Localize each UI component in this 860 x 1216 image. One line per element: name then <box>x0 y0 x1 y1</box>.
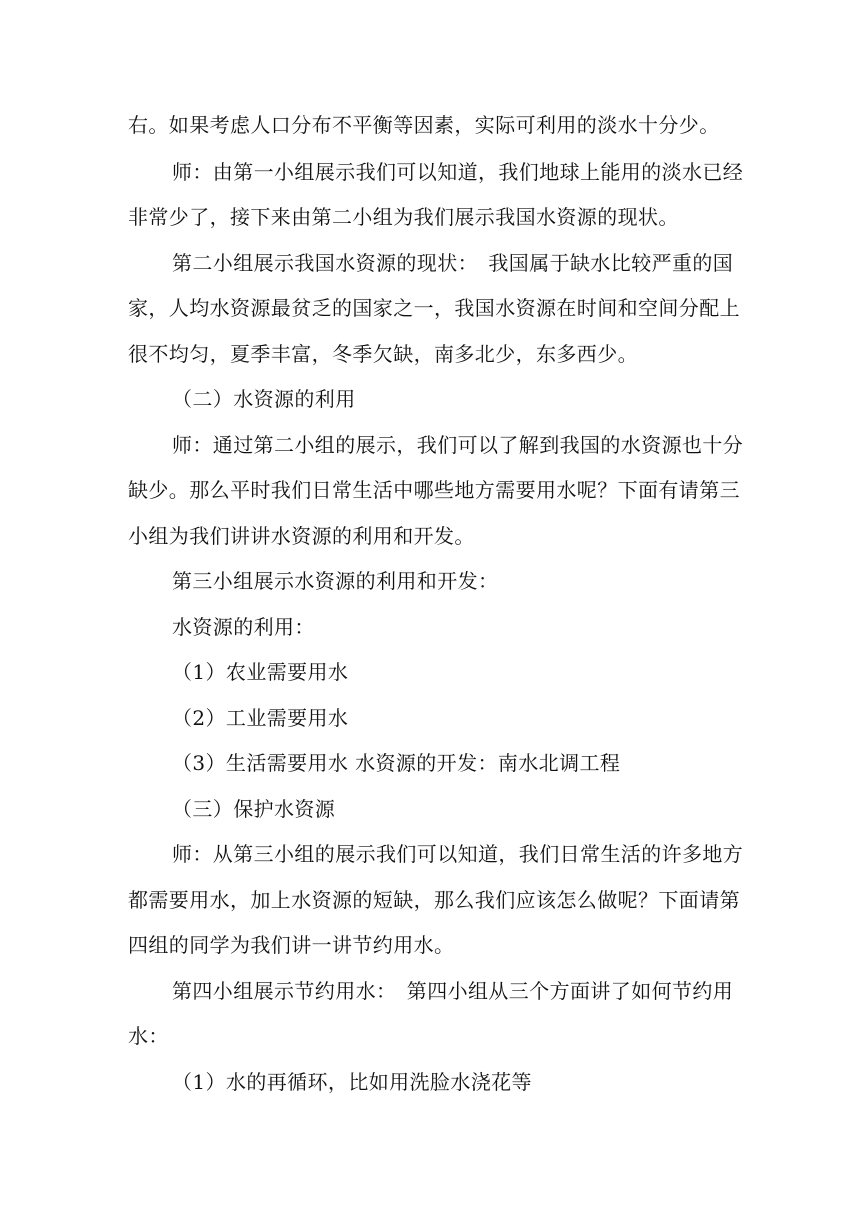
text-line: 水资源的利用： <box>172 615 315 639</box>
text-line: 右。如果考虑人口分布不平衡等因素，实际可利用的淡水十分少。 <box>128 113 720 137</box>
text-line: 很不均匀，夏季丰富，冬季欠缺，南多北少，东多西少。 <box>128 342 638 366</box>
list-item: （1）农业需要用水 <box>172 660 349 684</box>
section-heading: （三）保护水资源 <box>172 797 336 821</box>
section-heading: （二）水资源的利用 <box>172 387 356 411</box>
text-line: 第二小组展示我国水资源的现状： 我国属于缺水比较严重的国 <box>172 251 734 275</box>
text-line: 缺少。那么平时我们日常生活中哪些地方需要用水呢？下面有请第三 <box>128 478 740 502</box>
text-line: 小组为我们讲讲水资源的利用和开发。 <box>128 524 475 548</box>
text-line: 师：通过第二小组的展示，我们可以了解到我国的水资源也十分 <box>172 433 744 457</box>
text-line: 四组的同学为我们讲一讲节约用水。 <box>128 933 455 957</box>
text-line: 师：由第一小组展示我们可以知道，我们地球上能用的淡水已经 <box>172 160 744 184</box>
text-line: 第三小组展示水资源的利用和开发： <box>172 569 499 593</box>
text-line: 师：从第三小组的展示我们可以知道，我们日常生活的许多地方 <box>172 842 744 866</box>
list-item: （1）水的再循环，比如用洗脸水浇花等 <box>172 1070 532 1094</box>
list-item: （3）生活需要用水 水资源的开发：南水北调工程 <box>172 751 621 775</box>
text-line: 都需要用水，加上水资源的短缺，那么我们应该怎么做呢？下面请第 <box>128 888 740 912</box>
text-line: 非常少了，接下来由第二小组为我们展示我国水资源的现状。 <box>128 205 679 229</box>
list-item: （2）工业需要用水 <box>172 706 349 730</box>
text-line: 家，人均水资源最贫乏的国家之一，我国水资源在时间和空间分配上 <box>128 296 740 320</box>
text-line: 第四小组展示节约用水： 第四小组从三个方面讲了如何节约用 <box>172 979 734 1003</box>
text-line: 水： <box>128 1024 169 1048</box>
